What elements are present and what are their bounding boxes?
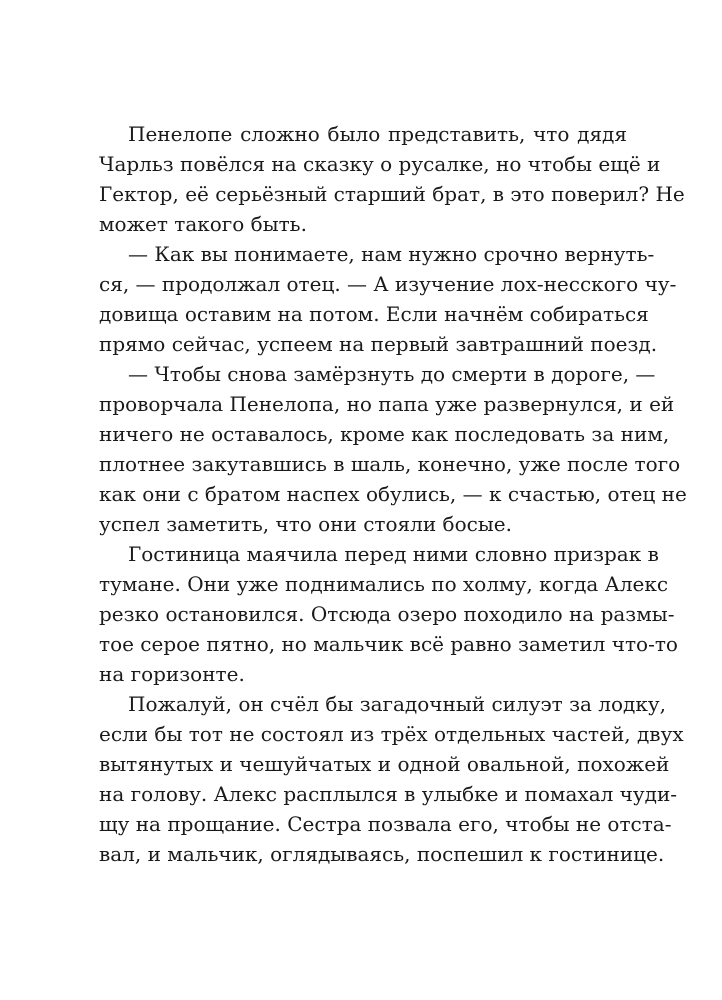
text-line: плотнее закутавшись в шаль, конечно, уже после того [99, 452, 681, 476]
text-line: может такого быть. [99, 212, 307, 236]
text-line: — Чтобы снова замёрзнуть до смерти в дороге, — [128, 362, 656, 386]
paragraph [99, 359, 687, 539]
text-line: вал, и мальчик, оглядываясь, поспешил к гостинице. [99, 842, 665, 866]
text-line: на голову. Алекс расплылся в улыбке и помахал чуди- [99, 782, 678, 806]
text-line: тое серое пятно, но мальчик всё равно заметил что-то [99, 632, 678, 656]
text-line: щу на прощание. Сестра позвала его, чтобы не отста- [99, 812, 672, 836]
text-line: если бы тот не состоял из трёх отдельных частей, двух [99, 722, 684, 746]
text-line: Пенелопе сложно было представить, что дядя [128, 122, 627, 146]
text-line: вытянутых и чешуйчатых и одной овальной, похожей [99, 752, 670, 776]
text-line: Гектор, её серьёзный старший брат, в это поверил? Не [99, 182, 685, 206]
text-line: Гостиница маячила перед ними словно призрак в [128, 542, 659, 566]
text-line: прямо сейчас, успеем на первый завтрашний поезд. [99, 332, 658, 356]
paragraph [99, 539, 678, 689]
text-line: Чарльз повёлся на сказку о русалке, но чтобы ещё и [99, 152, 661, 176]
text-line: успел заметить, что они стояли босые. [99, 512, 512, 536]
text-line: ничего не оставалось, кроме как последовать за ним, [99, 422, 670, 446]
text-line: на горизонте. [99, 662, 245, 686]
body-text [99, 119, 687, 869]
text-line: довища оставим на потом. Если начнём собираться [99, 302, 649, 326]
text-line: резко остановился. Отсюда озеро походило на размы- [99, 602, 675, 626]
text-line: — Как вы понимаете, нам нужно срочно вернуть- [128, 242, 655, 266]
text-line: ся, — продолжал отец. — А изучение лох-несского чу- [99, 272, 677, 296]
text-line: Пожалуй, он счёл бы загадочный силуэт за лодку, [128, 692, 666, 716]
paragraph [99, 239, 677, 359]
text-line: как они с братом наспех обулись, — к счастью, отец не [99, 482, 687, 506]
paragraph [99, 119, 685, 239]
text-line: тумане. Они уже поднимались по холму, когда Алекс [99, 572, 669, 596]
paragraph [99, 689, 684, 869]
text-line: проворчала Пенелопа, но папа уже развернулся, и ей [99, 392, 675, 416]
